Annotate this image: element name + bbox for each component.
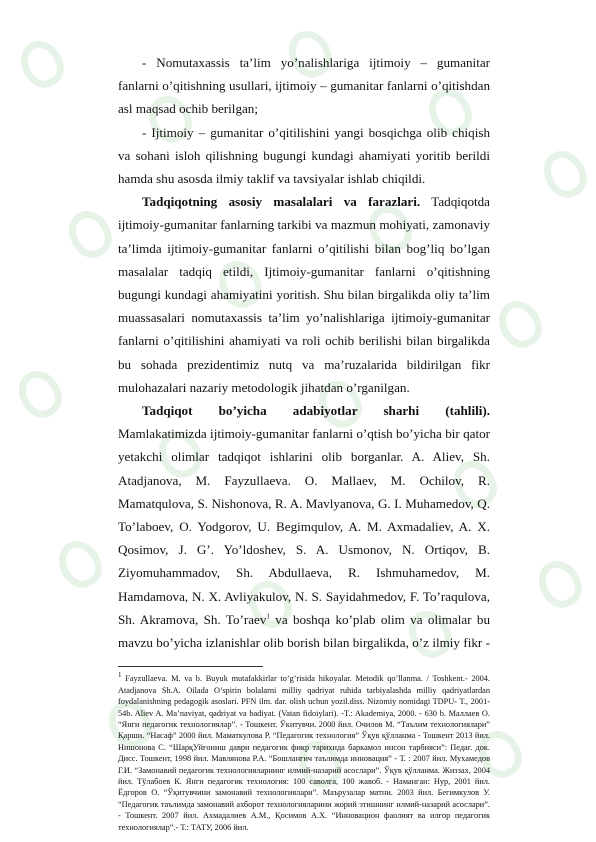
footnote-separator bbox=[118, 666, 263, 667]
paragraph-3-text: Tadqiqotda ijtimoiy-gumanitar fanlarning tarkibi va mazmun mohiyati, zamonaviy ta’limda ijtimoiy-gumanitar fanlarni o’qitilishi bilan bog’liq bo’lgan masalalar tadqiq etildi, Ijtimoiy-gumanitar fanlarni o’qitishning bugungi kundagi ahamiyatini yoritish. Shu bilan birgalikda oliy ta’lim muassasalari nomutaxassis ta’lim yo’nalishlariga ijtimoiy-gumanitar fanlarni o’qitilishini ahamiyati va roli ochib berilishi bilan birgalikda bu sohada prezidentimiz nutq va ma’ruzalarida bildirilgan fikr mulohazalari nazariy metodologik jihatdan o’rganilgan. bbox=[118, 194, 490, 395]
paragraph-1 bbox=[118, 51, 490, 121]
paragraph-2-text: - Ijtimoiy – gumanitar o’qitilishini yangi bosqichga olib chiqish va sohani isloh qilishning bugungi kundagi ahamiyati yoritib berildi hamda shu asosda ilmiy taklif va tavsiyalar ishlab chiqildi. bbox=[118, 124, 490, 187]
footnote-marker: 1 bbox=[118, 671, 122, 680]
footnote-text: Fayzullaeva. M. va b. Buyuk mutafakkirlar to’g’risida hikoyalar. Metodik qo’llanma. / Toshkent.- 2004. Atadjanova Sh.A. Oilada O’spirin bolalarni milliy qadriyat ruhida tarbiyalashda milliy qadriyatlardan foydalanishning pedagogik asoslari. PFN ilm. dar. olish uchun yozil.diss. Nizomiy nomidagi TDPU- T., 2001-54b. Aliev A. Ma’naviyat, qadriyat va badiyat. (Vatan fidoiylari). -T.: Akademiya, 2000. - 630 b. Маллаев О. “Янги педагогик технологиялар”. - Тошкент. Ўкитувчи. 2000 йил. Очилов М. “Таълим технологиялари” Қарши. “Насаф” 2000 йил. Маматкулова Р. “Педагогик технология” Ўқув қўлланма - Тошкент 2013 йил. Нишонова С. “ШарқУйғониш даври педагогик фикр тарихида баркамол инсон тарбияси”: Педаг. док. Дисс. Тошкент, 1998 йил. Мавлянова Р.А. “Бошланғич таълимда инновация” - Т. : 2007 йил. Мухамедов Г.И. “Замонавий педагогик технологияларнинг илмий-назарий асослари”. Ўқув қўлланма. Жиззах, 2004 йил. Тўлабоев К. Янги педагогик технология: 100 саволга, 100 жавоб. - Наманган: Нур, 2001 йил. Ёдгоров О. “Ўқитувчини замонавий технологиялари”. Маърузалар матни. 2003 йил. Бегимкулов У. “Педагогик таълимда замонавий ахборот технологияларини жорий этишнинг илмий-назарий асослари”. - Тошкент. 2007 йил. Ахмадалиев А.М., Қосимов А.Х. “Инновацион фаолият ва илғор педагогик технологиялар”.- Т.: ТАТУ, 2006 йил. bbox=[118, 674, 490, 832]
footnote-ref[interactable]: 1 bbox=[266, 612, 270, 621]
paragraph-4-text: Mamlakatimizda ijtimoiy-gumanitar fanlarni o’qtish bo’yicha bir qator yetakchi olimlar tadqiqot ishlarini olib borganlar. A. Aliev, Sh. Atadjanova, M. Fayzullaeva. O. Mallaev, M. Ochilov, R. Mamatqulova, S. Nishonova, R. A. Mavlyanova, G. I. Muhamedov, Q. To’laboev, O. Yodgorov, U. Begimqulov, A. M. Axmadaliev, A. X. Qosimov, J. G’. Yo’ldoshev, S. A. Usmonov, N. Ortiqov, B. Ziyomuhammadov, Sh. Abdullaeva, R. Ishmuhamedov, M. Hamdamova, N. X. Avliyakulov, N. S. Sayidahmedov, F. To’raqulova, Sh. Akramova, Sh. To’raev bbox=[118, 426, 490, 627]
section-heading-literature: Tadqiqot bo’yicha adabiyotlar sharhi (tahlili). bbox=[142, 403, 490, 419]
body-text bbox=[118, 51, 490, 654]
paragraph-2 bbox=[118, 121, 490, 191]
paragraph-4-tail: va boshqa ko’plab olim va olimalar bu mavzu bo’yicha izlanishlar olib borish bilan birgalikda, o’z ilmiy fikr - bbox=[118, 611, 490, 651]
section-heading-issues: Tadqiqotning asosiy masalalari va farazlari. bbox=[142, 194, 421, 210]
document-page bbox=[118, 51, 490, 833]
paragraph-3 bbox=[118, 190, 490, 399]
paragraph-4 bbox=[118, 399, 490, 654]
footnote bbox=[118, 673, 490, 833]
paragraph-1-text: - Nomutaxassis ta’lim yo’nalishlariga ijtimoiy – gumanitar fanlarni o’qitishning usullari, ijtimoiy – gumanitar fanlarni o’qitishdan asl maqsad ochib berilgan; bbox=[118, 55, 490, 117]
